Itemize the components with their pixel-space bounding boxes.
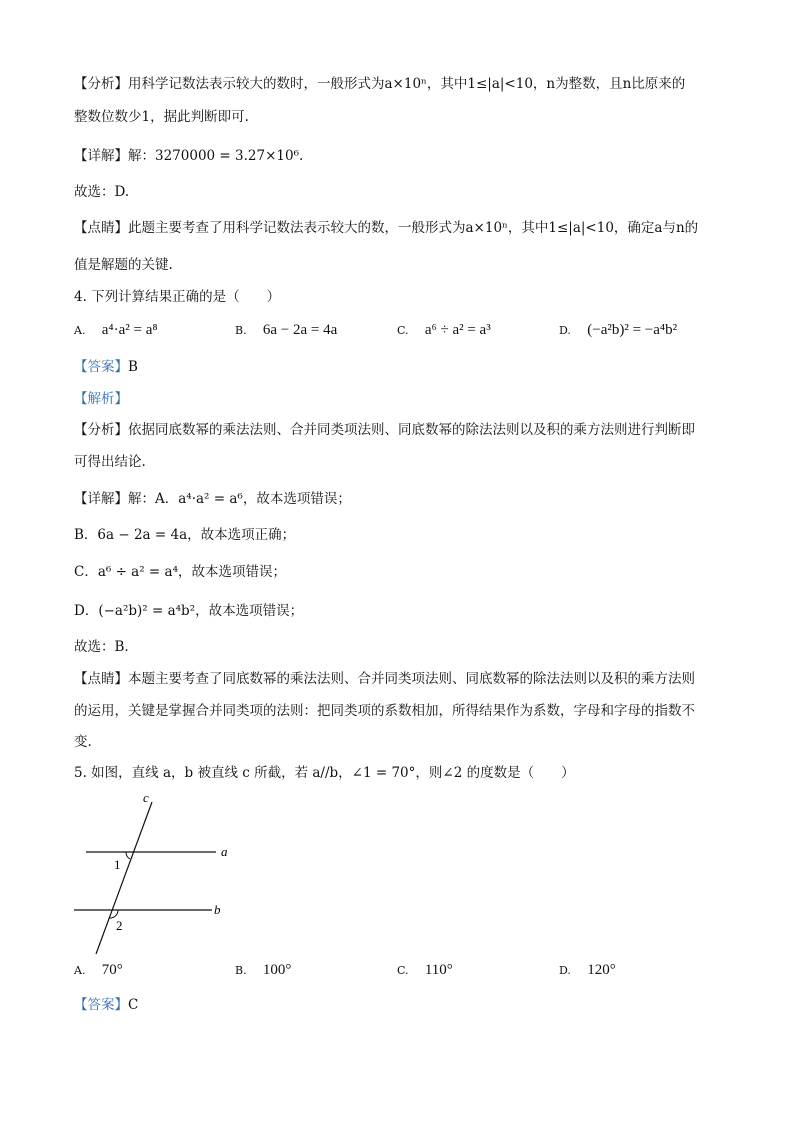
label-angle-2: 2 bbox=[116, 918, 123, 933]
question-5-stem: 5. 如图，直线 a，b 被直线 c 所截，若 a//b，∠1 = 70°，则∠2 的度数是（ ） bbox=[74, 765, 575, 781]
option-text: 6a − 2a = 4a bbox=[262, 322, 338, 338]
option-text: 120° bbox=[587, 962, 616, 978]
line-c bbox=[96, 802, 152, 954]
detail-line: 【详解】解：3270000 = 3.27×10⁶. bbox=[74, 148, 304, 164]
angle-1-arc bbox=[126, 852, 130, 859]
parallel-lines-figure bbox=[70, 790, 250, 960]
label-angle-1: 1 bbox=[114, 857, 121, 872]
q4-detail-a: 【详解】解：A．a⁴·a² = a⁶，故本选项错误； bbox=[74, 491, 351, 507]
question-4-options bbox=[74, 322, 724, 344]
label-b: b bbox=[214, 902, 221, 917]
q4-comment-line-3: 变. bbox=[74, 734, 92, 750]
answer-value: B bbox=[128, 359, 138, 375]
q4-analysis-line-2: 可得出结论. bbox=[74, 454, 146, 470]
answer-line-q4 bbox=[74, 357, 138, 377]
analysis-line-1: 【分析】用科学记数法表示较大的数时，一般形式为a×10ⁿ，其中1≤|a|<10，n为整数，且n比原来的 bbox=[74, 76, 686, 92]
q4-detail-b: B．6a − 2a = 4a，故本选项正确； bbox=[74, 527, 296, 543]
label-c: c bbox=[143, 790, 149, 805]
option-c bbox=[397, 322, 491, 339]
option-text: 110° bbox=[424, 962, 453, 978]
option-b bbox=[235, 322, 337, 339]
jiexi-tag: 【解析】 bbox=[74, 391, 128, 407]
q4-detail-c: C．a⁶ ÷ a² = a⁴，故本选项错误； bbox=[74, 564, 286, 580]
option-d bbox=[559, 322, 677, 339]
option-text: a⁴·a² = a⁸ bbox=[101, 322, 158, 338]
option-letter: C. bbox=[397, 324, 409, 337]
q4-detail-d: D．(−a²b)² = a⁴b²，故本选项错误； bbox=[74, 603, 304, 619]
option-letter: B. bbox=[235, 964, 247, 977]
comment-line-2: 值是解题的关键. bbox=[74, 257, 173, 273]
q4-choose: 故选：B. bbox=[74, 639, 129, 655]
analysis-line-2: 整数位数少1，据此判断即可. bbox=[74, 109, 249, 125]
answer-tag: 【答案】 bbox=[74, 997, 128, 1013]
q4-comment-line-1: 【点睛】本题主要考查了同底数幂的乘法法则、合并同类项法则、同底数幂的除法法则以及积的乘方法则 bbox=[74, 671, 695, 687]
option-text: (−a²b)² = −a⁴b² bbox=[587, 322, 678, 338]
question-5-options bbox=[74, 962, 724, 984]
option-letter: D. bbox=[559, 964, 571, 977]
option-text: a⁶ ÷ a² = a³ bbox=[424, 322, 491, 338]
answer-line-q5 bbox=[74, 995, 138, 1015]
choose-line: 故选：D. bbox=[74, 184, 130, 200]
option-d bbox=[559, 962, 616, 979]
option-letter: A. bbox=[74, 964, 86, 977]
label-a: a bbox=[221, 844, 228, 859]
option-letter: B. bbox=[235, 324, 247, 337]
option-text: 100° bbox=[262, 962, 292, 978]
option-letter: D. bbox=[559, 324, 571, 337]
option-c bbox=[397, 962, 453, 979]
question-4-stem: 4. 下列计算结果正确的是（ ） bbox=[74, 289, 281, 305]
option-letter: C. bbox=[397, 964, 409, 977]
option-b bbox=[235, 962, 291, 979]
comment-line-1: 【点睛】此题主要考查了用科学记数法表示较大的数，一般形式为a×10ⁿ，其中1≤|a|<10，确定a与n的 bbox=[74, 220, 699, 236]
q4-analysis-line-1: 【分析】依据同底数幂的乘法法则、合并同类项法则、同底数幂的除法法则以及积的乘方法则进行判断即 bbox=[74, 422, 695, 438]
option-a bbox=[74, 962, 123, 979]
option-text: 70° bbox=[101, 962, 123, 978]
option-letter: A. bbox=[74, 324, 86, 337]
option-a bbox=[74, 322, 158, 339]
q4-comment-line-2: 的运用，关键是掌握合并同类项的法则：把同类项的系数相加，所得结果作为系数，字母和字母的指数不 bbox=[74, 703, 695, 719]
answer-value: C bbox=[128, 997, 139, 1013]
answer-tag: 【答案】 bbox=[74, 359, 128, 375]
